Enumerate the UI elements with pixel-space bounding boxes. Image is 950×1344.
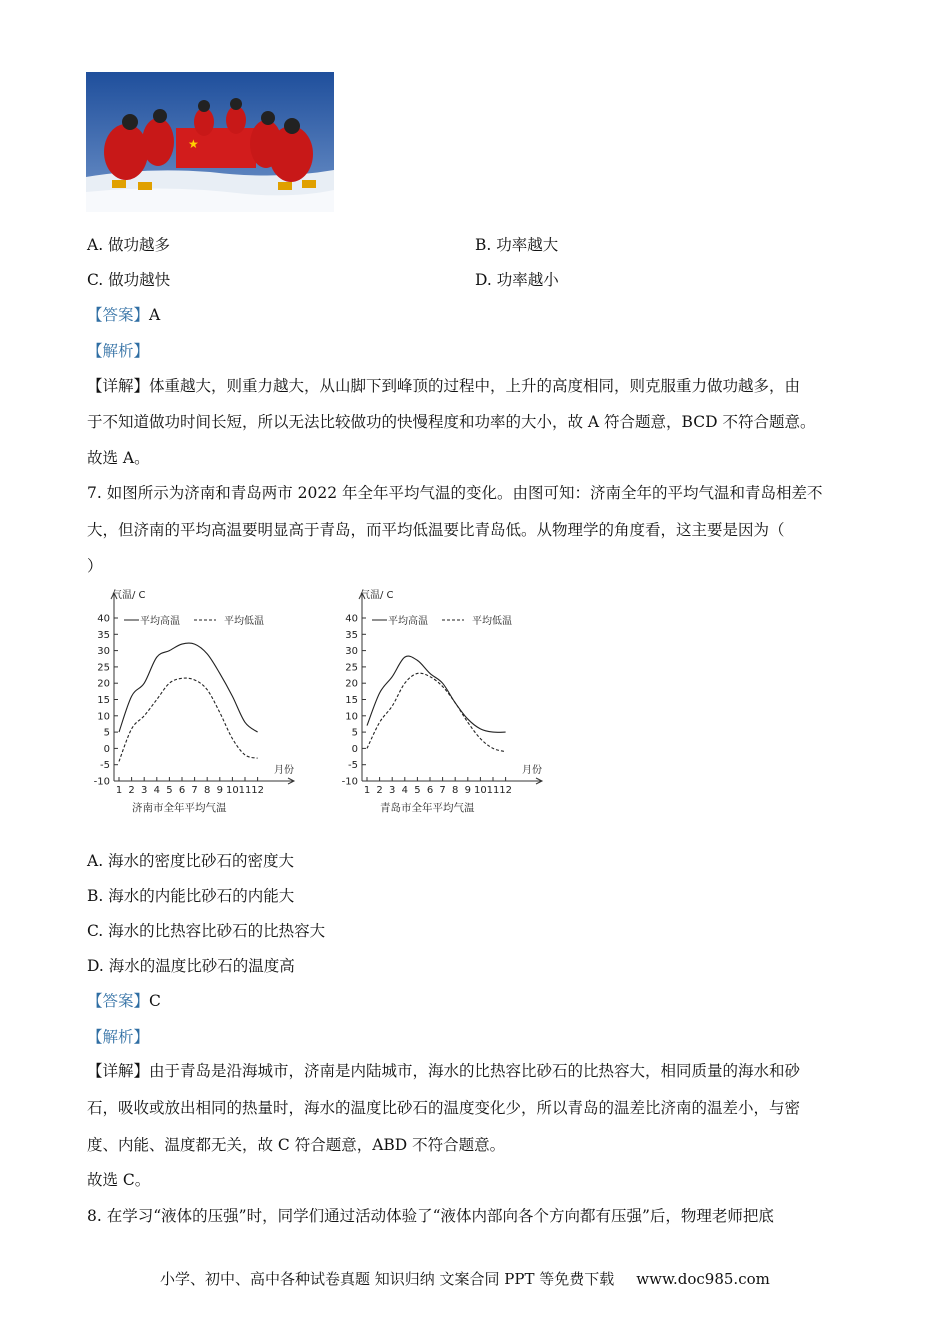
x-tick-label: 1 [363, 785, 371, 796]
y-tick-label: -10 [93, 776, 110, 788]
x-tick-label: 10 [226, 785, 239, 796]
x-tick-label: 11 [238, 785, 252, 796]
y-tick-label: -5 [100, 760, 110, 772]
y-tick-label: 40 [97, 613, 110, 625]
q7-option-a: A. 海水的密度比砂石的密度大 [87, 852, 295, 870]
legend-label-low: 平均低温 [472, 616, 512, 627]
q7-detail-line-3: 度、内能、温度都无关，故 C 符合题意，ABD 不符合题意。 [87, 1136, 506, 1154]
q6-answer [87, 305, 160, 325]
q6-option-b: B. 功率越大 [475, 236, 559, 254]
q8-stem-line-1: 8. 在学习“液体的压强”时，同学们通过活动体验了“液体内部向各个方向都有压强”后，物理老师把底 [87, 1207, 774, 1225]
q7-stem-line-2: 大，但济南的平均高温要明显高于青岛，而平均低温要比青岛低。从物理学的角度看，这主要是因为（ [87, 521, 785, 539]
q6-analysis-tag: 【解析】 [87, 342, 150, 360]
x-tick-label: 8 [204, 785, 211, 796]
y-tick-label: 5 [103, 727, 110, 739]
q7-option-c: C. 海水的比热容比砂石的比热容大 [87, 922, 326, 940]
q7-stem-line-3: ） [87, 557, 103, 575]
x-tick-label: 8 [452, 785, 459, 796]
x-tick-label: 3 [389, 785, 396, 796]
y-tick-label: 10 [345, 711, 358, 723]
series-line-low [367, 673, 506, 752]
chart-title: 济南市全年平均气温 [132, 802, 227, 814]
summit-photo-illustration [86, 72, 334, 212]
y-tick-label: 35 [97, 629, 110, 641]
x-tick-label: 6 [426, 785, 434, 796]
q7-answer-tag: 【答案】 [87, 992, 150, 1010]
y-tick-label: -5 [348, 760, 358, 772]
svg-text:★: ★ [188, 137, 199, 151]
q7-analysis-tag: 【解析】 [87, 1028, 150, 1046]
q6-detail-line-1 [87, 376, 800, 396]
series-line-high [119, 643, 258, 732]
legend-label-high: 平均高温 [388, 616, 428, 627]
y-tick-label: 25 [345, 662, 358, 674]
legend-label-high: 平均高温 [140, 616, 180, 627]
x-tick-label: 10 [474, 785, 487, 796]
x-tick-label: 2 [376, 785, 383, 796]
x-tick-label: 6 [178, 785, 186, 796]
x-tick-label: 11 [486, 785, 500, 796]
q7-option-d: D. 海水的温度比砂石的温度高 [87, 957, 295, 975]
q7-answer [87, 991, 161, 1011]
x-tick-label: 9 [464, 785, 471, 796]
footer-url[interactable]: www.doc985.com [636, 1270, 770, 1288]
q6-option-a: A. 做功越多 [87, 236, 171, 254]
x-tick-label: 7 [191, 785, 198, 796]
y-tick-label: 10 [97, 711, 110, 723]
x-tick-label: 2 [128, 785, 135, 796]
summit-photo [86, 72, 334, 212]
y-tick-label: -10 [341, 776, 358, 788]
jinan-temperature-chart [84, 585, 309, 820]
q7-detail-tag: 【详解】 [87, 1062, 150, 1080]
qingdao-temperature-chart [332, 585, 557, 820]
q6-option-d: D. 功率越小 [475, 271, 559, 289]
q7-answer-value: C [149, 992, 161, 1010]
y-tick-label: 35 [345, 629, 358, 641]
legend-label-low: 平均低温 [224, 616, 264, 627]
x-tick-label: 3 [141, 785, 148, 796]
q6-option-c: C. 做功越快 [87, 271, 171, 289]
y-axis-label: 气温/ C [360, 590, 394, 601]
y-tick-label: 30 [97, 646, 110, 658]
y-tick-label: 25 [97, 662, 110, 674]
q6-answer-value: A [149, 306, 161, 324]
y-tick-label: 15 [97, 695, 110, 706]
x-tick-label: 4 [401, 785, 408, 796]
x-tick-label: 7 [439, 785, 446, 796]
y-tick-label: 30 [345, 646, 358, 658]
x-tick-label: 12 [499, 785, 512, 796]
y-tick-label: 40 [345, 613, 358, 625]
y-tick-label: 15 [345, 695, 358, 706]
q7-detail-line-2: 石，吸收或放出相同的热量时，海水的温度比砂石的温度变化少，所以青岛的温差比济南的温差小，与密 [87, 1099, 801, 1117]
q7-detail-text-1: 由于青岛是沿海城市，济南是内陆城市，海水的比热容比砂石的比热容大，相同质量的海水和砂 [149, 1062, 801, 1080]
q6-detail-line-2: 于不知道做功时间长短，所以无法比较做功的快慢程度和功率的大小，故 A 符合题意，BCD 不符合题意。 [87, 413, 816, 431]
y-tick-label: 0 [351, 743, 358, 755]
q6-conclusion: 故选 A。 [87, 449, 150, 467]
x-tick-label: 5 [414, 785, 421, 796]
chart-title: 青岛市全年平均气温 [380, 802, 475, 814]
q7-option-b: B. 海水的内能比砂石的内能大 [87, 887, 295, 905]
series-line-low [119, 678, 258, 761]
x-axis-label: 月份 [522, 765, 542, 776]
footer [160, 1269, 770, 1289]
q6-answer-tag: 【答案】 [87, 306, 150, 324]
y-tick-label: 20 [97, 678, 110, 690]
q6-detail-tag: 【详解】 [87, 377, 150, 395]
y-tick-label: 5 [351, 727, 358, 739]
q7-conclusion: 故选 C。 [87, 1171, 151, 1189]
y-tick-label: 20 [345, 678, 358, 690]
x-axis-label: 月份 [274, 765, 294, 776]
y-tick-label: 0 [103, 743, 110, 755]
q7-stem-line-1: 7. 如图所示为济南和青岛两市 2022 年全年平均气温的变化。由图可知：济南全年的平均气温和青岛相差不 [87, 484, 823, 502]
x-tick-label: 1 [115, 785, 123, 796]
x-tick-label: 9 [216, 785, 223, 796]
x-tick-label: 12 [251, 785, 264, 796]
x-tick-label: 5 [166, 785, 173, 796]
y-axis-label: 气温/ C [112, 590, 146, 601]
series-line-high [367, 656, 506, 732]
x-tick-label: 4 [153, 785, 160, 796]
q7-detail-line-1 [87, 1061, 800, 1081]
q6-detail-text-1: 体重越大，则重力越大，从山脚下到峰顶的过程中，上升的高度相同，则克服重力做功越多，由 [149, 377, 801, 395]
footer-text: 小学、初中、高中各种试卷真题 知识归纳 文案合同 PPT 等免费下载 [160, 1270, 615, 1288]
